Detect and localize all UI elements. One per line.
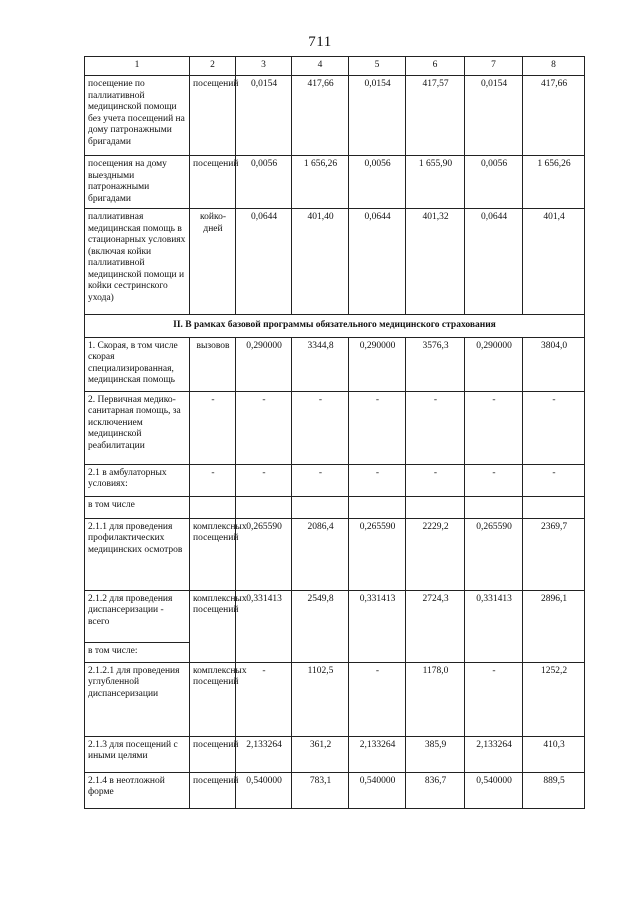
cell: 2724,3 (406, 590, 465, 662)
cell: 417,66 (292, 76, 349, 156)
cell: 0,0056 (465, 156, 523, 209)
table-row (85, 391, 585, 464)
row-name: 2.1 в амбулаторных условиях: (85, 464, 190, 496)
cell: 1102,5 (292, 662, 349, 736)
cell: 417,57 (406, 76, 465, 156)
cell: 2,133264 (349, 736, 406, 772)
column-header: 7 (465, 57, 523, 76)
cell: 783,1 (292, 772, 349, 808)
table-row (85, 464, 585, 496)
table-row (85, 662, 585, 736)
cell: 3804,0 (523, 337, 585, 391)
cell: 2549,8 (292, 590, 349, 662)
row-name: 1. Скорая, в том числе скорая специализированная, медицинская помощь (85, 337, 190, 391)
page-number: 711 (308, 34, 332, 50)
row-unit: посещений (190, 156, 236, 209)
row-name: в том числе: (85, 642, 190, 662)
cell: 0,540000 (349, 772, 406, 808)
cell: - (236, 391, 292, 464)
cell: 3344,8 (292, 337, 349, 391)
cell: 410,3 (523, 736, 585, 772)
table-row (85, 736, 585, 772)
cell: 0,290000 (465, 337, 523, 391)
cell: 1 656,26 (523, 156, 585, 209)
cell: 0,0644 (236, 209, 292, 315)
cell: 3576,3 (406, 337, 465, 391)
table-row (85, 156, 585, 209)
column-header: 1 (85, 57, 190, 76)
cell: 401,4 (523, 209, 585, 315)
cell: - (465, 391, 523, 464)
cell: 401,40 (292, 209, 349, 315)
cell: - (523, 391, 585, 464)
column-header: 5 (349, 57, 406, 76)
cell: 836,7 (406, 772, 465, 808)
cell: 0,0154 (349, 76, 406, 156)
row-name: посещение по паллиативной медицинской помощи без учета посещений на дому патронажными бригадами (85, 76, 190, 156)
cell: 0,540000 (465, 772, 523, 808)
cell: 0,290000 (236, 337, 292, 391)
cell: 0,331413 (236, 590, 292, 662)
cell: 2369,7 (523, 518, 585, 590)
cell: 0,265590 (236, 518, 292, 590)
cell: 889,5 (523, 772, 585, 808)
cell: - (236, 464, 292, 496)
row-name: 2.1.2 для проведения диспансеризации - всего (85, 590, 190, 642)
table-row (85, 209, 585, 315)
cell: 0,331413 (465, 590, 523, 662)
row-unit: - (190, 464, 236, 496)
cell: - (465, 662, 523, 736)
cell: - (406, 464, 465, 496)
cell: 361,2 (292, 736, 349, 772)
column-header: 2 (190, 57, 236, 76)
table-row (85, 590, 585, 642)
column-header: 8 (523, 57, 585, 76)
cell: 417,66 (523, 76, 585, 156)
cell: 0,265590 (465, 518, 523, 590)
row-name: 2. Первичная медико-санитарная помощь, за исключением медицинской реабилитации (85, 391, 190, 464)
table-row (85, 496, 585, 518)
row-unit (190, 496, 236, 518)
row-unit: - (190, 391, 236, 464)
section-title: II. В рамках базовой программы обязательного медицинского страхования (85, 315, 585, 338)
cell: 2896,1 (523, 590, 585, 662)
table-row (85, 518, 585, 590)
row-name: 2.1.1 для проведения профилактических медицинских осмотров (85, 518, 190, 590)
cell: 2,133264 (236, 736, 292, 772)
row-name: посещения на дому выездными патронажными бригадами (85, 156, 190, 209)
cell: 1 655,90 (406, 156, 465, 209)
row-unit: посещений (190, 76, 236, 156)
cell (349, 496, 406, 518)
row-unit: вызовов (190, 337, 236, 391)
cell: 0,0644 (349, 209, 406, 315)
cell (292, 496, 349, 518)
row-unit: комплексных посещений (190, 518, 236, 590)
header-row (85, 57, 585, 76)
cell: - (349, 391, 406, 464)
cell: 0,0644 (465, 209, 523, 315)
cell: 0,0056 (236, 156, 292, 209)
cell: 0,265590 (349, 518, 406, 590)
table-row (85, 337, 585, 391)
section-row (85, 315, 585, 338)
cell: - (292, 464, 349, 496)
cell: 2229,2 (406, 518, 465, 590)
cell: 1178,0 (406, 662, 465, 736)
table-row (85, 772, 585, 808)
cell: 1 656,26 (292, 156, 349, 209)
row-name: 2.1.4 в неотложной форме (85, 772, 190, 808)
cell: 385,9 (406, 736, 465, 772)
row-name: 2.1.3 для посещений с иными целями (85, 736, 190, 772)
cell (236, 496, 292, 518)
cell: 2,133264 (465, 736, 523, 772)
cell (523, 496, 585, 518)
tariff-table (84, 56, 585, 809)
cell: 1252,2 (523, 662, 585, 736)
cell: 0,0056 (349, 156, 406, 209)
cell: 0,0154 (465, 76, 523, 156)
row-name: паллиативная медицинская помощь в стационарных условиях (включая койки паллиативной медицинской помощи и койки сестринского ухода) (85, 209, 190, 315)
row-unit: комплексных посещений (190, 662, 236, 736)
cell: 0,331413 (349, 590, 406, 662)
cell: 0,290000 (349, 337, 406, 391)
column-header: 4 (292, 57, 349, 76)
cell: - (236, 662, 292, 736)
cell: - (349, 662, 406, 736)
cell: - (465, 464, 523, 496)
cell (465, 496, 523, 518)
column-header: 3 (236, 57, 292, 76)
row-unit: посещений (190, 772, 236, 808)
cell: - (406, 391, 465, 464)
cell: 401,32 (406, 209, 465, 315)
row-name: 2.1.2.1 для проведения углубленной диспансеризации (85, 662, 190, 736)
column-header: 6 (406, 57, 465, 76)
cell: - (349, 464, 406, 496)
row-unit: посещений (190, 736, 236, 772)
table-row (85, 76, 585, 156)
row-unit: койко-дней (190, 209, 236, 315)
cell (406, 496, 465, 518)
cell: - (292, 391, 349, 464)
cell: - (523, 464, 585, 496)
cell: 0,0154 (236, 76, 292, 156)
row-unit: комплексных посещений (190, 590, 236, 662)
cell: 2086,4 (292, 518, 349, 590)
row-name: в том числе (85, 496, 190, 518)
cell: 0,540000 (236, 772, 292, 808)
